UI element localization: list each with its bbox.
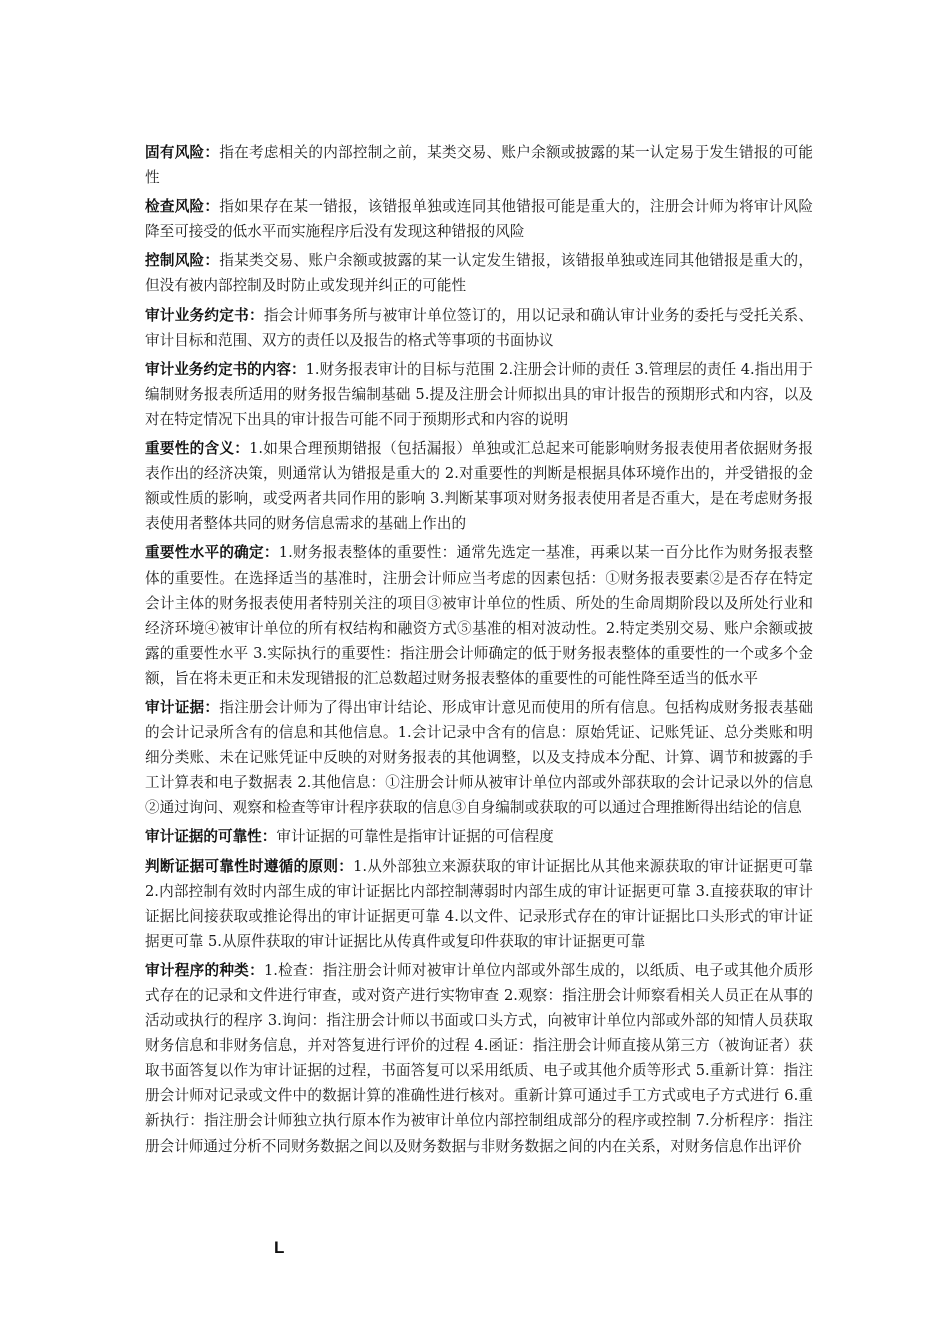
term-heading: 检查风险 <box>145 198 205 216</box>
paragraph-detection-risk <box>145 194 813 244</box>
term-separator: ： <box>204 252 220 270</box>
paragraph-text: 指某类交易、账户余额或披露的某一认定发生错报，该错报单独或连同其他错报是重大的，但没有被内部控制及时防止或发现并纠正的可能性 <box>145 252 813 295</box>
term-separator: ： <box>204 698 220 716</box>
term-separator: ： <box>263 544 279 562</box>
paragraph-text: 1.从外部独立来源获取的审计证据比从其他来源获取的审计证据更可靠 2.内部控制有效时内部生成的审计证据比内部控制薄弱时内部生成的审计证据更可靠 3.直接获取的审计证据比间接获取或推论得出的审计证据更可靠 4.以文件、记录形式存在的审计证据比口头形式的审计证据更可靠 5.从原件获取的审计证据比从传真件或复印件获取的审计证据更可靠 <box>145 857 813 950</box>
paragraph-text: 指在考虑相关的内部控制之前，某类交易、账户余额或披露的某一认定易于发生错报的可能性 <box>145 144 813 187</box>
term-heading: 控制风险 <box>145 252 205 270</box>
paragraph-text: 1.如果合理预期错报（包括漏报）单独或汇总起来可能影响财务报表使用者依据财务报表作出的经济决策，则通常认为错报是重大的 2.对重要性的判断是根据具体环境作出的，并受错报的金额或性质的影响，或受两者共同作用的影响 3.判断某事项对财务报表使用者是否重大，是在考虑财务报表使用者整体共同的财务信息需求的基础上作出的 <box>145 440 813 533</box>
paragraph-control-risk <box>145 248 813 298</box>
paragraph-audit-evidence <box>145 695 813 820</box>
term-separator: ： <box>204 144 220 161</box>
term-heading: 审计证据 <box>145 698 205 716</box>
footer-mark: L <box>274 1238 285 1257</box>
term-separator: ： <box>338 857 354 875</box>
term-heading: 判断证据可靠性时遵循的原则 <box>145 857 339 875</box>
paragraph-text: 1.财务报表审计的目标与范围 2.注册会计师的责任 3.管理层的责任 4.指出用于编制财务报表所适用的财务报告编制基础 5.提及注册会计师拟出具的审计报告的预期形式和内容，以及对在特定情况下出具的审计报告可能不同于预期形式和内容的说明 <box>145 360 813 428</box>
term-separator: ： <box>234 440 250 458</box>
term-separator: ： <box>204 198 220 216</box>
paragraph-text: 指如果存在某一错报，该错报单独或连同其他错报可能是重大的，注册会计师为将审计风险降至可接受的低水平而实施程序后没有发现这种错报的风险 <box>145 198 813 241</box>
paragraph-text: 指会计师事务所与被审计单位签订的，用以记录和确认审计业务的委托与受托关系、审计目标和范围、双方的责任以及报告的格式等事项的书面协议 <box>145 306 813 349</box>
term-separator: ： <box>261 828 277 846</box>
term-separator: ： <box>290 360 306 378</box>
paragraph-audit-procedures <box>145 958 813 1159</box>
paragraph-engagement-letter-content <box>145 357 813 432</box>
paragraph-text: 1.检查：指注册会计师对被审计单位内部或外部生成的，以纸质、电子或其他介质形式存在的记录和文件进行审查，或对资产进行实物审查 2.观察：指注册会计师察看相关人员正在从事的活动或执行的程序 3.询问：指注册会计师以书面或口头方式，向被审计单位内部或外部的知情人员获取财务信息和非财务信息，并对答复进行评价的过程 4.函证：指注册会计师直接从第三方（被询证者）获取书面答复以作为审计证据的过程，书面答复可以采用纸质、电子或其他介质等形式 5.重新计算：指注册会计师对记录或文件中的数据计算的准确性进行核对。重新计算可通过手工方式或电子方式进行 6.重新执行：指注册会计师独立执行原本作为被审计单位内部控制组成部分的程序或控制 7.分析程序：指注册会计师通过分析不同财务数据之间以及财务数据与非财务数据之间的内在关系，对财务信息作出评价 <box>145 961 813 1155</box>
paragraph-materiality-level <box>145 540 813 691</box>
term-heading: 固有风险 <box>145 144 205 161</box>
term-heading: 审计证据的可靠性 <box>145 828 262 846</box>
paragraph-text: 指注册会计师为了得出审计结论、形成审计意见而使用的所有信息。包括构成财务报表基础的会计记录所含有的信息和其他信息。1.会计记录中含有的信息：原始凭证、记账凭证、总分类账和明细分类账、未在记账凭证中反映的对财务报表的其他调整，以及支持成本分配、计算、调节和披露的手工计算表和电子数据表 2.其他信息：①注册会计师从被审计单位内部或外部获取的会计记录以外的信息②通过询问、观察和检查等审计程序获取的信息③自身编制或获取的可以通过合理推断得出结论的信息 <box>145 698 813 817</box>
paragraph-evidence-reliability <box>145 824 813 849</box>
term-heading: 审计业务约定书的内容 <box>145 360 291 378</box>
term-heading: 重要性水平的确定 <box>145 544 264 562</box>
paragraph-engagement-letter <box>145 303 813 353</box>
paragraph-text: 1.财务报表整体的重要性：通常先选定一基准，再乘以某一百分比作为财务报表整体的重要性。在选择适当的基准时，注册会计师应当考虑的因素包括：①财务报表要素②是否存在特定会计主体的财务报表使用者特别关注的项目③被审计单位的性质、所处的生命周期阶段以及所处行业和经济环境④被审计单位的所有权结构和融资方式⑤基准的相对波动性。2.特定类别交易、账户余额或披露的重要性水平 3.实际执行的重要性：指注册会计师确定的低于财务报表整体的重要性的一个或多个金额，旨在将未更正和未发现错报的汇总数超过财务报表整体的重要性的可能性降至适当的低水平 <box>145 544 813 687</box>
term-heading: 重要性的含义 <box>145 440 235 458</box>
term-heading: 审计业务约定书 <box>145 306 249 324</box>
paragraph-text: 审计证据的可靠性是指审计证据的可信程度 <box>276 828 554 846</box>
paragraph-materiality-meaning <box>145 436 813 536</box>
document-body <box>145 140 813 1163</box>
term-heading: 审计程序的种类 <box>145 961 250 979</box>
paragraph-inherent-risk <box>145 140 813 190</box>
paragraph-reliability-principles <box>145 854 813 954</box>
term-separator: ： <box>248 306 264 324</box>
term-separator: ： <box>249 961 264 979</box>
